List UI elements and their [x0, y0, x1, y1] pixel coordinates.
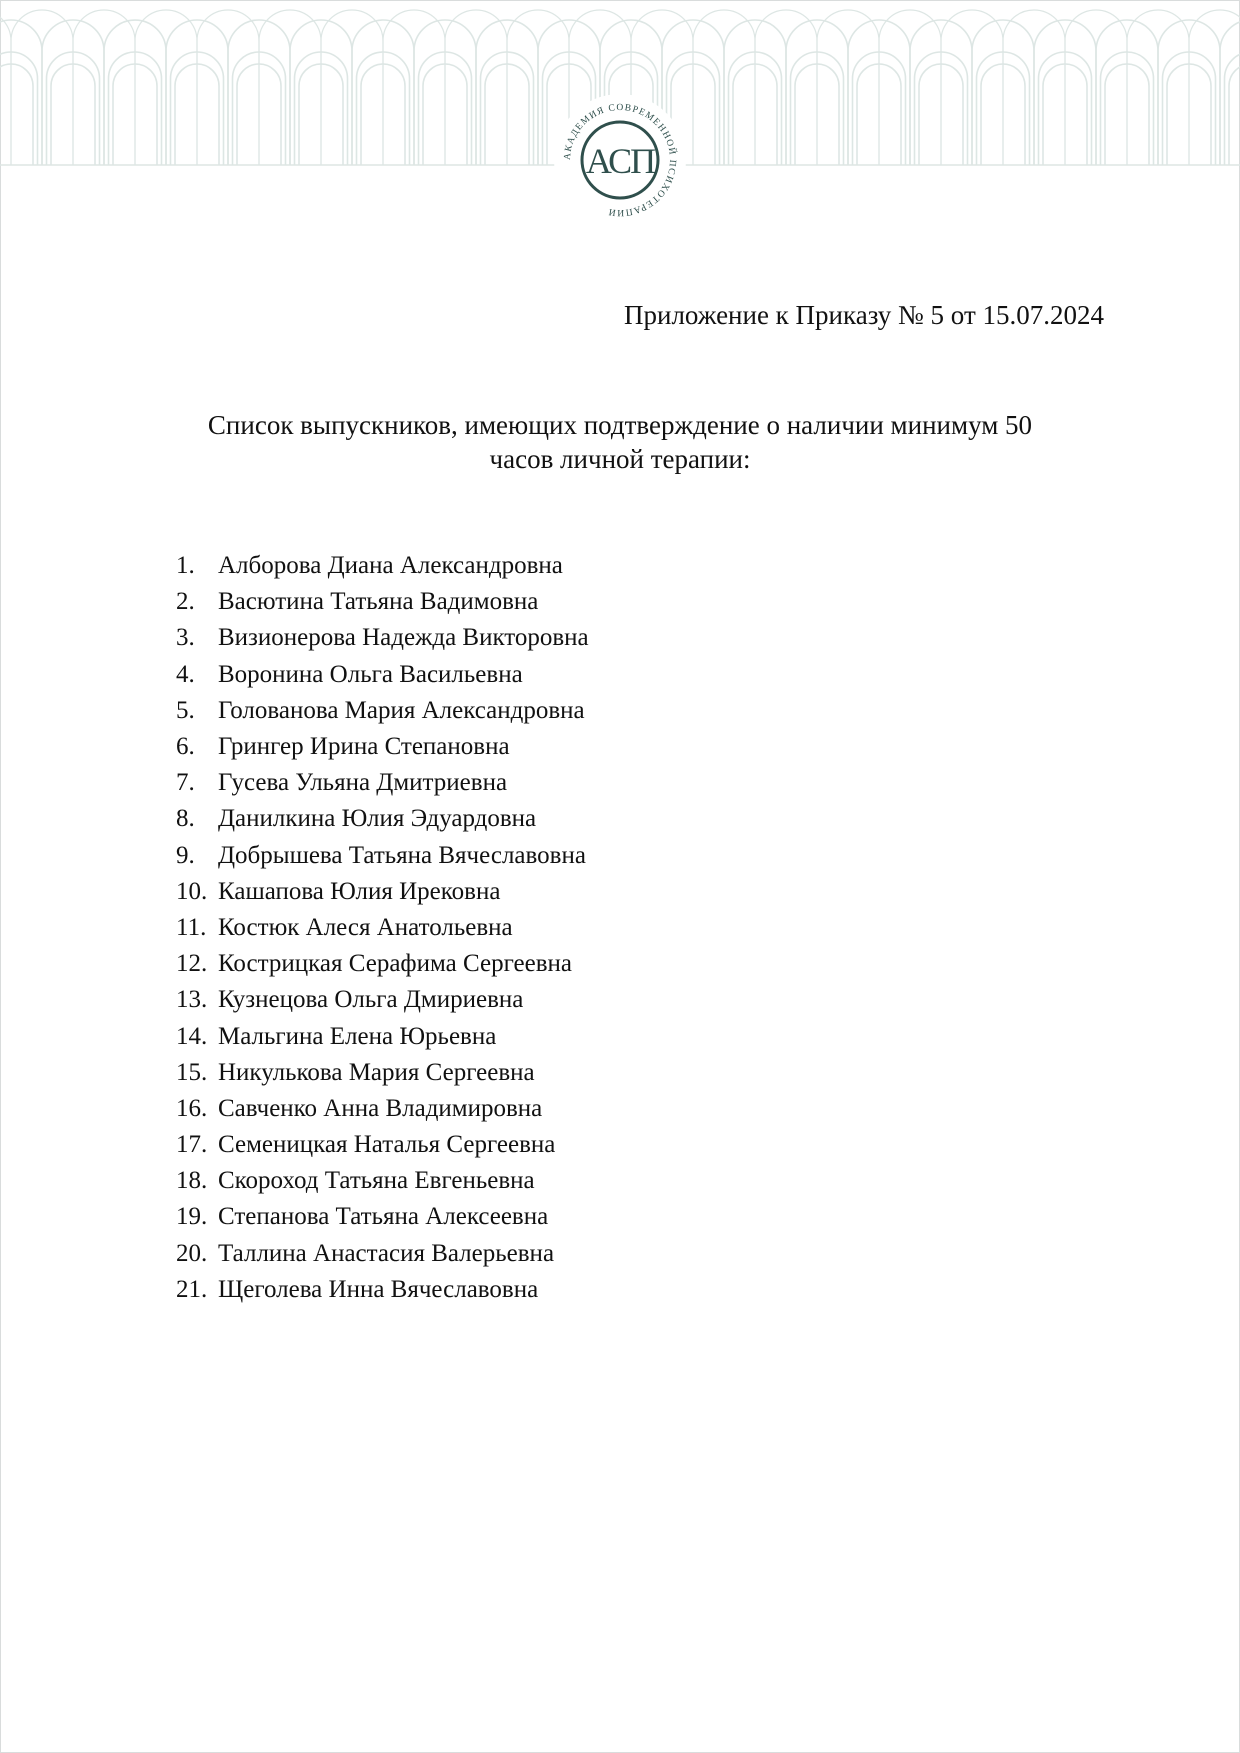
- list-item-name: Голованова Мария Александровна: [218, 696, 585, 724]
- list-item-number: 5.: [176, 696, 195, 724]
- list-item-name: Воронина Ольга Васильевна: [218, 660, 523, 688]
- appendix-title: Приложение к Приказу № 5 от 15.07.2024: [624, 300, 1104, 330]
- list-item-number: 12.: [176, 950, 208, 978]
- list-item-number: 17.: [176, 1131, 208, 1159]
- list-item: [176, 657, 589, 693]
- list-item-name: Гусева Ульяна Дмитриевна: [218, 769, 508, 797]
- list-item-name: Кострицкая Серафима Сергеевна: [218, 950, 572, 978]
- list-item-name: Грингер Ирина Степановна: [218, 733, 510, 761]
- logo-monogram: АСП: [585, 141, 655, 181]
- list-item-name: Скороход Татьяна Евгеньевна: [218, 1167, 535, 1195]
- list-item: [176, 1055, 589, 1091]
- list-item: [176, 620, 589, 656]
- list-item: [176, 729, 589, 765]
- list-item-name: Васютина Татьяна Вадимовна: [218, 588, 539, 616]
- list-item: [176, 838, 589, 874]
- list-item: [176, 693, 589, 729]
- list-item-number: 15.: [176, 1058, 208, 1086]
- list-item-number: 11.: [176, 913, 207, 941]
- list-item: [176, 765, 589, 801]
- list-item: [176, 946, 589, 982]
- list-item-number: 13.: [176, 986, 208, 1014]
- list-item-number: 20.: [176, 1239, 208, 1267]
- list-heading-line-2: часов личной терапии:: [489, 444, 751, 474]
- pattern-arch: [1220, 20, 1240, 165]
- pattern-arch: [0, 64, 33, 165]
- logo-ring-text: АКАДЕМИЯ СОВРЕМЕННОЙ ПСИХОТЕРАПИИ: [562, 102, 678, 218]
- list-item-name: Савченко Анна Владимировна: [218, 1094, 543, 1122]
- list-item-number: 18.: [176, 1167, 208, 1195]
- pattern-arch: [0, 20, 42, 165]
- pattern-arch: [1229, 64, 1240, 165]
- list-item-number: 4.: [176, 660, 195, 688]
- list-item-name: Степанова Татьяна Алексеевна: [218, 1203, 549, 1231]
- list-item-number: 1.: [176, 552, 195, 580]
- list-item-name: Семеницкая Наталья Сергеевна: [218, 1131, 556, 1159]
- pattern-arch: [0, 52, 38, 165]
- list-item-number: 3.: [176, 624, 195, 652]
- list-item-name: Визионерова Надежда Викторовна: [218, 624, 589, 652]
- list-item-number: 16.: [176, 1094, 208, 1122]
- list-item-name: Кашапова Юлия Ирековна: [218, 877, 501, 905]
- list-item: [176, 910, 589, 946]
- graduates-list: [176, 548, 589, 1308]
- list-item-number: 9.: [176, 841, 195, 869]
- list-item-number: 19.: [176, 1203, 208, 1231]
- list-item-number: 14.: [176, 1022, 208, 1050]
- list-item-number: 21.: [176, 1275, 208, 1303]
- list-item-name: Никулькова Мария Сергеевна: [218, 1058, 535, 1086]
- list-item-name: Данилкина Юлия Эдуардовна: [218, 805, 537, 833]
- list-item: [176, 584, 589, 620]
- list-item: [176, 982, 589, 1018]
- list-item-name: Добрышева Татьяна Вячеславовна: [218, 841, 586, 869]
- list-item-number: 2.: [176, 588, 195, 616]
- list-item: [176, 1127, 589, 1163]
- list-item-name: Кузнецова Ольга Дмириевна: [218, 986, 524, 1014]
- list-item: [176, 1236, 589, 1272]
- list-item-name: Таллина Анастасия Валерьевна: [218, 1239, 555, 1267]
- list-item: [176, 1018, 589, 1054]
- list-item-name: Костюк Алеся Анатольевна: [218, 913, 513, 941]
- pattern-arch: [0, 10, 11, 165]
- list-item-number: 10.: [176, 877, 208, 905]
- list-item: [176, 548, 589, 584]
- list-item: [176, 801, 589, 837]
- list-item-name: Алборова Диана Александровна: [218, 552, 563, 580]
- list-heading: [150, 408, 1090, 476]
- list-item: [176, 874, 589, 910]
- list-item-number: 7.: [176, 769, 195, 797]
- list-item: [176, 1272, 589, 1308]
- list-item: [176, 1163, 589, 1199]
- list-item-number: 6.: [176, 733, 195, 761]
- list-item: [176, 1091, 589, 1127]
- list-item: [176, 1199, 589, 1235]
- list-item-name: Щеголева Инна Вячеславовна: [218, 1275, 539, 1303]
- list-item-number: 8.: [176, 805, 195, 833]
- academy-logo: [552, 92, 688, 228]
- list-heading-line-1: Список выпускников, имеющих подтверждение о наличии минимум 50: [207, 410, 1033, 440]
- list-item-name: Мальгина Елена Юрьевна: [218, 1022, 497, 1050]
